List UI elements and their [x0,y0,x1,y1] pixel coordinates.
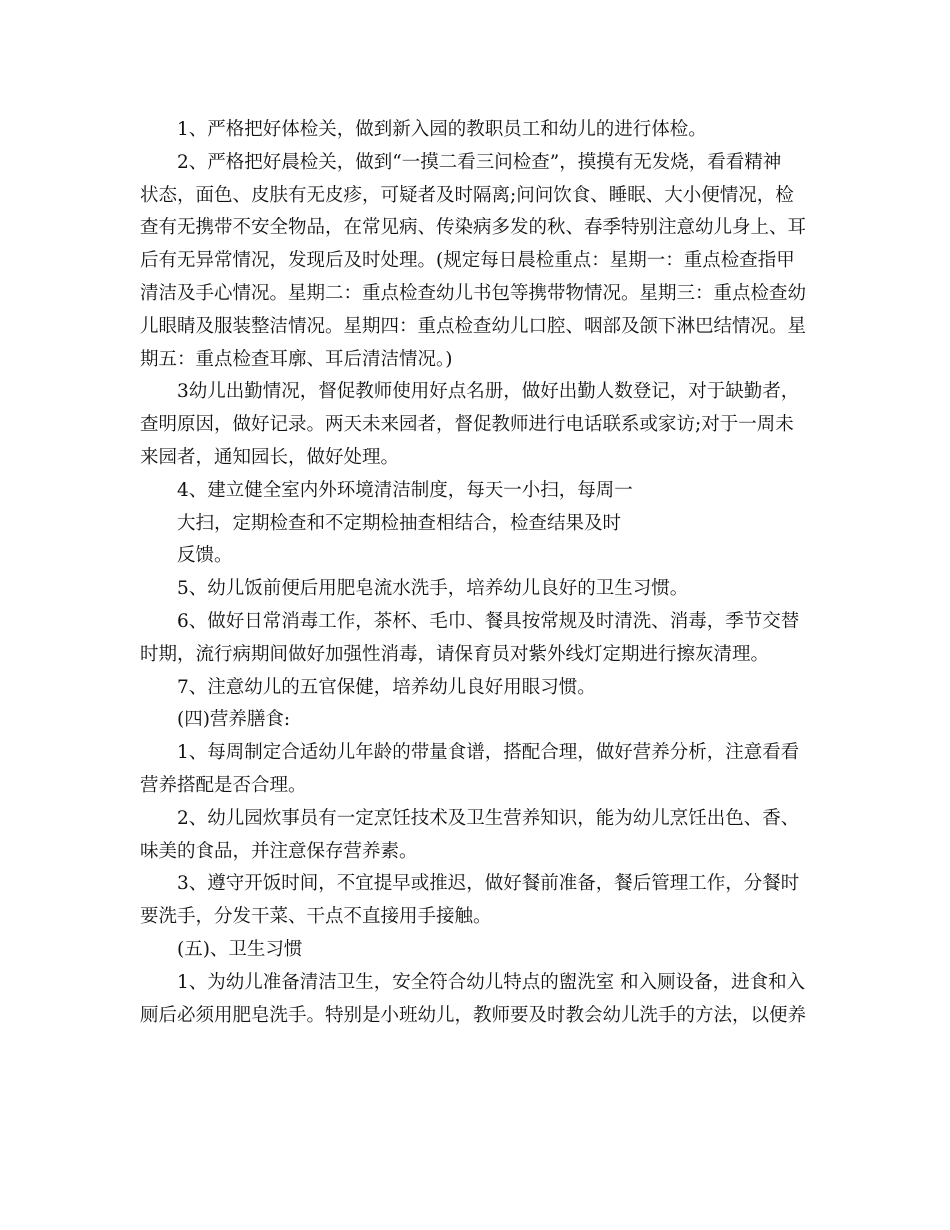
section-heading: (五)、卫生习惯 [177,938,303,960]
text-line: 查明原因，做好记录。两天未来园者，督促教师进行电话联系或家访;对于一周未 [140,414,794,436]
text-line: 清洁及手心情况。星期二：重点检查幼儿书包等携带物情况。星期三：重点检查幼 [140,282,807,304]
text-line: 1、为幼儿准备清洁卫生，安全符合幼儿特点的盥洗室 和入厕设备，进食和入 [177,971,806,993]
text-line: 3、遵守开饭时间，不宜提早或推迟，做好餐前准备，餐后管理工作，分餐时 [177,873,800,895]
text-line: 来园者，通知园长，做好处理。 [140,446,400,468]
text-line: 7、注意幼儿的五官保健，培养幼儿良好用眼习惯。 [177,676,596,698]
text-line: 味美的食品，并注意保存营养素。 [140,840,418,862]
text-line: 状态，面色、皮肤有无皮疹，可疑者及时隔离;问问饮食、睡眠、大小便情况，检 [140,184,794,206]
text-line: 时期，流行病期间做好加强性消毒，请保育员对紫外线灯定期进行擦灰清理。 [140,643,770,665]
text-line: 4、建立健全室内外环境清洁制度，每天一小扫，每周一 [177,479,633,501]
text-line: 期五：重点检查耳廓、耳后清洁情况。) [140,348,453,370]
text-line: 2、严格把好晨检关，做到“一摸二看三问检查”，摸摸有无发烧，看看精神 [177,151,782,173]
text-line: 营养搭配是否合理。 [140,774,307,796]
text-line: 儿眼睛及服装整洁情况。星期四：重点检查幼儿口腔、咽部及颌下淋巴结情况。星 [140,315,807,337]
text-line: 5、幼儿饭前便后用肥皂流水洗手，培养幼儿良好的卫生习惯。 [177,578,689,600]
text-line: 要洗手，分发干菜、干点不直接用手接触。 [140,906,492,928]
text-line: 2、幼儿园炊事员有一定烹饪技术及卫生营养知识，能为幼儿烹饪出色、香、 [177,807,800,829]
text-line: 6、做好日常消毒工作，茶杯、毛巾、餐具按常规及时清洗、消毒，季节交替 [177,610,800,632]
text-line: 1、严格把好体检关，做到新入园的教职员工和幼儿的进行体检。 [177,119,707,140]
section-heading: (四)营养膳食: [177,709,291,731]
text-line: 大扫，定期检查和不定期检抽查相结合，检查结果及时 [177,512,622,534]
document-body [140,114,812,1032]
text-line: 反馈。 [177,545,233,567]
text-line: 查有无携带不安全物品，在常见病、传染病多发的秋、春季特别注意幼儿身上、耳 [140,217,807,239]
text-line: 厕后必须用肥皂洗手。特别是小班幼儿，教师要及时教会幼儿洗手的方法，以便养 [140,1004,807,1026]
text-line: 后有无异常情况，发现后及时处理。(规定每日晨检重点：星期一：重点检查指甲 [140,250,795,272]
text-line: 3幼儿出勤情况，督促教师使用好点名册，做好出勤人数登记，对于缺勤者， [177,381,800,403]
text-line: 1、每周制定合适幼儿年龄的带量食谱，搭配合理，做好营养分析，注意看看 [177,742,800,764]
